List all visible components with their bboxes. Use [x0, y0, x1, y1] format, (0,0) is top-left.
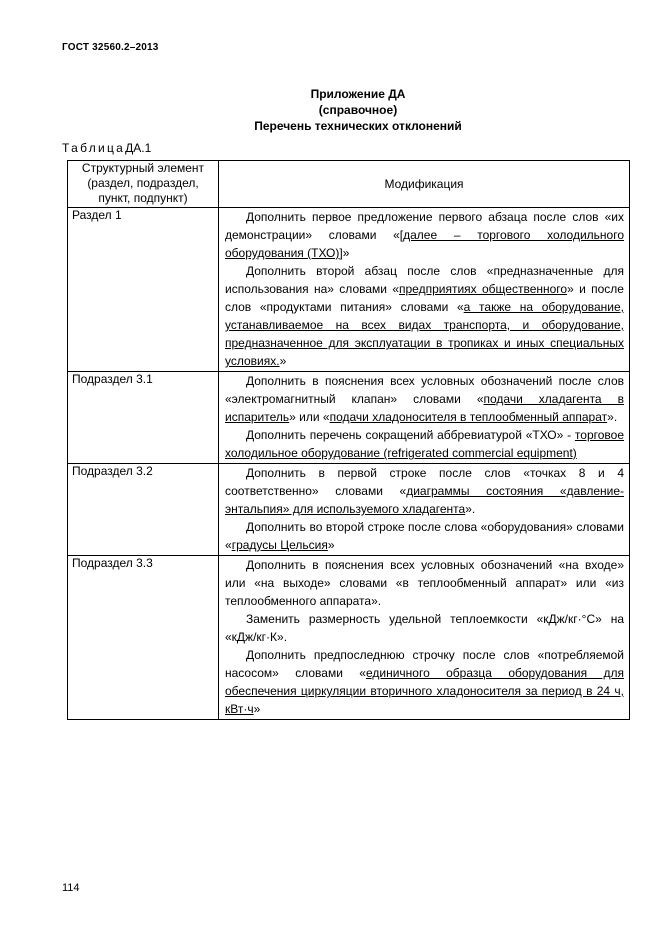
table-header-row — [68, 161, 630, 208]
paragraph-text: Дополнить перечень сокращений аббревиатурой «ТХО» - — [246, 428, 575, 442]
paragraph-text: Дополнить в пояснения всех условных обозначений «на входе» или «на выходе» словами «в теплообменный аппарат» или «из теплообменного аппарата». — [225, 558, 624, 608]
page-number: 114 — [62, 882, 80, 894]
paragraph-text: » — [253, 702, 261, 716]
inserted-text: подачи хладагента в испаритель — [225, 392, 625, 424]
modification-paragraph — [223, 372, 625, 426]
inserted-text: подачи хладоносителя в теплообменный аппарат — [329, 410, 608, 424]
row-modification — [219, 372, 630, 464]
modification-paragraph — [223, 426, 625, 462]
paragraph-text: » — [279, 354, 287, 368]
modification-paragraph — [223, 556, 625, 610]
inserted-text: диаграммы состояния «давление-энтальпия» для используемого хладагента — [225, 484, 624, 516]
inserted-text: [далее – торгового холодильного оборудования (ТХО)] — [225, 228, 624, 260]
paragraph-text: ». — [465, 502, 476, 516]
inserted-text: а также на оборудование, устанавливаемое на всех видах транспорта, и оборудование, предназначенное для эксплуатации в тропиках и иных специальных условиях. — [225, 300, 624, 368]
standard-header: ГОСТ 32560.2–2013 — [62, 42, 159, 53]
table-caption-number: ДА.1 — [125, 141, 152, 155]
paragraph-text: Дополнить второй абзац после слов «предназначенные для использования на» словами « — [225, 264, 624, 296]
paragraph-text: » — [327, 538, 335, 552]
table-row — [68, 208, 630, 372]
paragraph-text: Заменить размерность удельной теплоемкости «кДж/кг·°С» на «кДж/кг·К». — [225, 612, 624, 644]
inserted-text: единичного образца оборудования для обеспечения циркуляции вторичного хладоносителя за период в 24 ч, кВт·ч — [225, 666, 624, 716]
appendix-title: Приложение ДА — [310, 87, 406, 101]
paragraph-text: » — [342, 246, 350, 260]
modification-paragraph — [223, 262, 625, 370]
table-row — [68, 372, 630, 464]
table-caption — [62, 141, 151, 155]
row-modification — [219, 208, 630, 372]
modification-paragraph — [223, 518, 625, 554]
appendix-heading: Перечень технических отклонений — [254, 119, 462, 133]
paragraph-text: Дополнить первое предложение первого абзаца после слов «их демонстрации» словами « — [225, 210, 624, 242]
paragraph-text: » или « — [289, 410, 330, 424]
row-modification — [219, 556, 630, 720]
paragraph-text: Дополнить во второй строке после слова «оборудования» словами « — [225, 520, 624, 552]
inserted-text: градусы Цельсия — [231, 538, 328, 552]
paragraph-text: Дополнить предпоследнюю строчку после слов «потребляемой насосом» словами « — [225, 648, 624, 680]
appendix-subtitle: (справочное) — [318, 103, 398, 117]
modification-paragraph — [223, 208, 625, 262]
appendix-titles — [0, 86, 661, 134]
row-element: Раздел 1 — [68, 208, 219, 372]
row-element: Подраздел 3.1 — [68, 372, 219, 464]
header-modification: Модификация — [219, 161, 630, 208]
table-row — [68, 464, 630, 556]
modification-paragraph — [223, 464, 625, 518]
deviations-table — [67, 160, 630, 720]
row-element: Подраздел 3.2 — [68, 464, 219, 556]
modification-paragraph — [223, 646, 625, 718]
modification-paragraph — [223, 610, 625, 646]
row-modification — [219, 464, 630, 556]
header-structural-element: Структурный элемент (раздел, подраздел, пункт, подпункт) — [68, 161, 219, 208]
row-element: Подраздел 3.3 — [68, 556, 219, 720]
table-row — [68, 556, 630, 720]
table-caption-word: Таблица — [62, 141, 126, 155]
inserted-text: торговое холодильное оборудование (refrigerated commercial equipment) — [225, 428, 624, 460]
paragraph-text: » и после слов «продуктами питания» словами « — [225, 282, 624, 314]
inserted-text: предприятиях общественного — [399, 282, 568, 296]
paragraph-text: Дополнить в пояснения всех условных обозначений после слов «электромагнитный клапан» словами « — [225, 374, 624, 406]
paragraph-text: Дополнить в первой строке после слов «точках 8 и 4 соответственно» словами « — [225, 466, 624, 498]
paragraph-text: ». — [607, 410, 618, 424]
